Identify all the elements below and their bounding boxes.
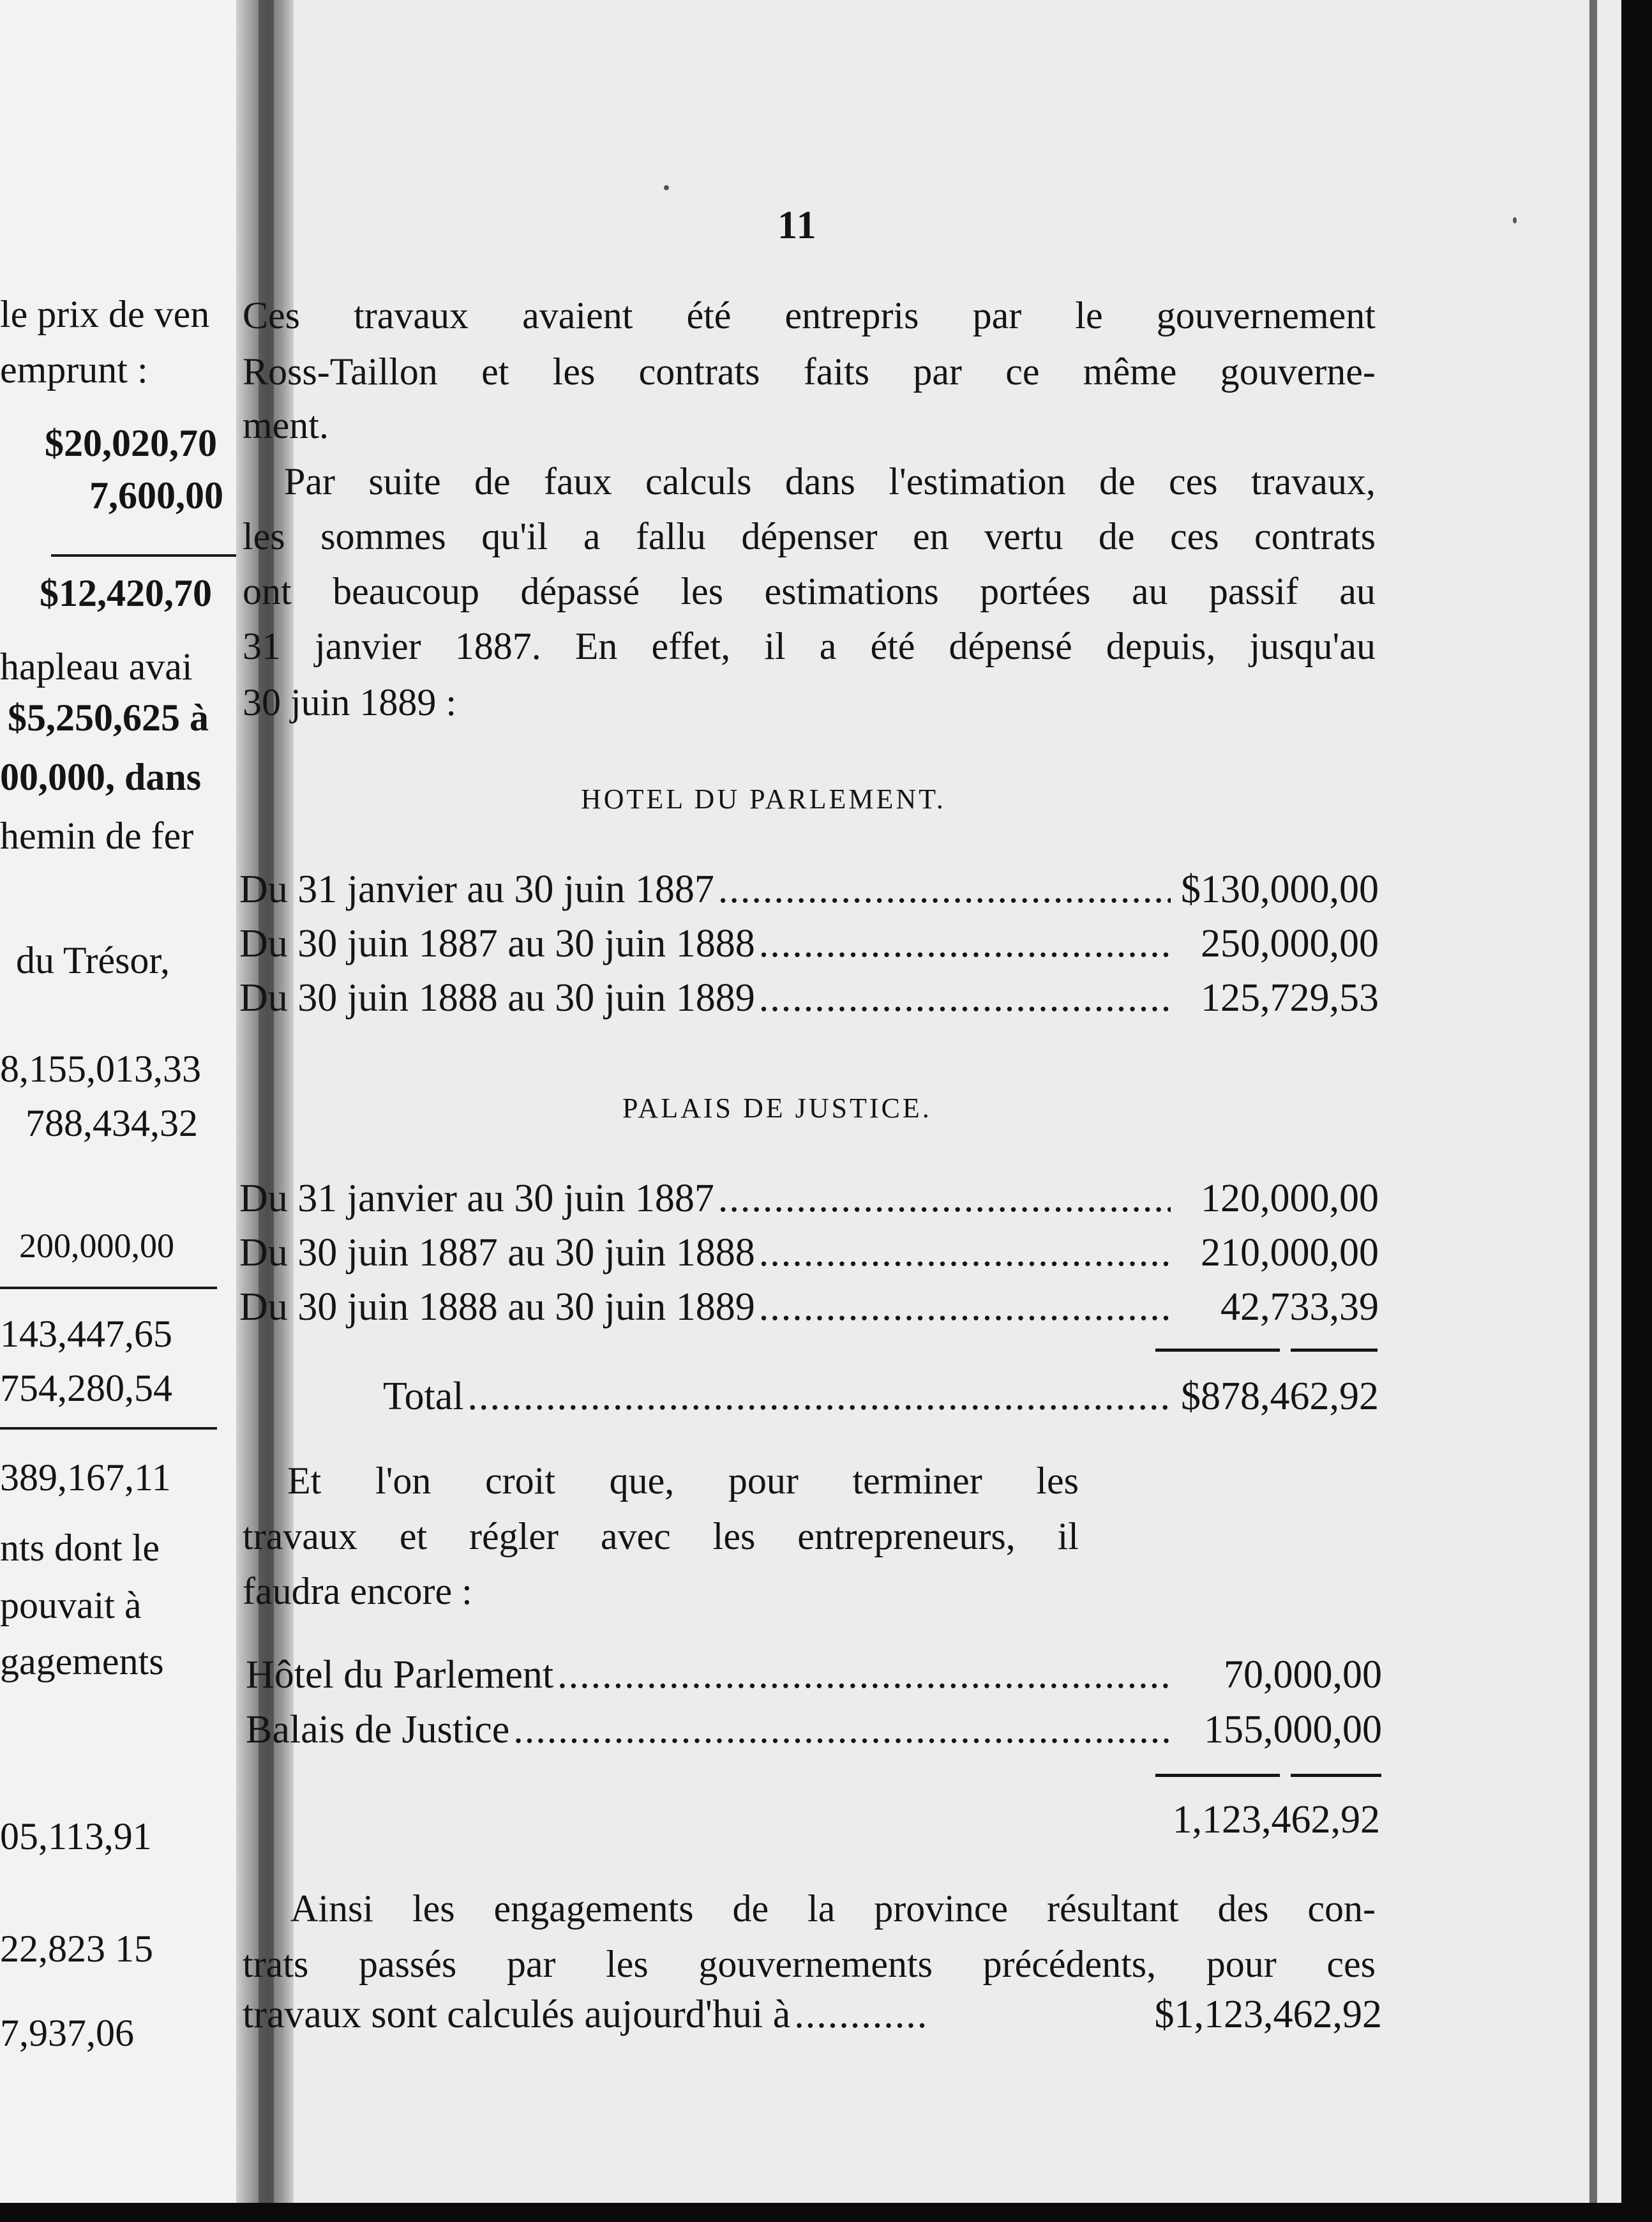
row-label: Du 30 juin 1887 au 30 juin 1888 (239, 922, 755, 965)
word: 31 (243, 625, 281, 667)
left-page-rule (0, 1287, 217, 1289)
ledger-row (246, 1652, 1382, 1702)
word: régler (469, 1515, 559, 1557)
paragraph-line (243, 624, 1376, 669)
leader-dots (513, 1707, 1174, 1753)
total-label: Total (383, 1375, 464, 1418)
word: contrats (638, 351, 760, 393)
ledger-row (239, 867, 1379, 917)
left-page-line: 788,434,32 (26, 1102, 198, 1144)
word: a (583, 515, 601, 557)
word: faits (803, 351, 870, 393)
paragraph-line (243, 1942, 1376, 1986)
sum-rule (1291, 1774, 1381, 1777)
left-page-line: 754,280,54 (0, 1367, 172, 1409)
row-amount: 125,729,53 (1201, 976, 1379, 1020)
word: ces (1326, 1943, 1376, 1985)
word: les (1036, 1460, 1079, 1502)
word: jusqu'au (1249, 625, 1376, 667)
word: il (764, 625, 786, 667)
word: par (913, 351, 962, 393)
left-page-line: 389,167,11 (0, 1456, 171, 1499)
scan-speck (1513, 217, 1517, 223)
word: gouverne- (1220, 351, 1376, 393)
word: estimations (764, 570, 939, 612)
ledger-row (239, 1230, 1379, 1280)
conclusion-label: travaux sont calculés aujourd'hui à (243, 1993, 791, 2036)
word: calculs (645, 460, 752, 503)
ledger-row (239, 921, 1379, 971)
word: au (1131, 570, 1168, 612)
paragraph-line (243, 1515, 1079, 1559)
word: faux (543, 460, 612, 503)
paragraph-line: ment. (243, 404, 329, 446)
word: que, (609, 1460, 675, 1502)
word: passif (1208, 570, 1298, 612)
ledger-row (239, 1285, 1379, 1334)
word: en (913, 515, 949, 557)
word: été (686, 294, 732, 336)
word: ces (1169, 515, 1219, 557)
word: Et (287, 1460, 322, 1502)
row-label: Du 30 juin 1888 au 30 juin 1889 (239, 1285, 755, 1329)
row-label: Hôtel du Parlement (246, 1653, 554, 1697)
leader-dots (718, 867, 1171, 912)
left-page-line: 05,113,91 (0, 1815, 152, 1857)
paragraph-line (290, 1887, 1376, 1931)
left-page-line: $5,250,625 à (8, 697, 209, 739)
row-amount: 155,000,00 (1204, 1708, 1382, 1751)
word: entrepris (785, 294, 919, 336)
word: travaux (354, 294, 469, 336)
word: au (1339, 570, 1376, 612)
left-page-line: emprunt : (0, 349, 148, 391)
word: ce (1005, 351, 1040, 393)
section-heading: HOTEL DU PARLEMENT. (581, 783, 946, 815)
word: gouvernement (1156, 294, 1376, 336)
word: portées (980, 570, 1091, 612)
word: ces (1169, 460, 1218, 503)
row-amount: 210,000,00 (1201, 1231, 1379, 1274)
left-page-line: gagements (0, 1640, 164, 1682)
word: avaient (522, 294, 633, 336)
word: et (481, 351, 509, 393)
row-label: Du 31 janvier au 30 juin 1887 (239, 1177, 714, 1220)
word: croit (485, 1460, 555, 1502)
word: même (1083, 351, 1177, 393)
left-page-line: 00,000, dans (0, 756, 202, 798)
ledger-row (239, 1176, 1379, 1226)
word: 1887. (454, 625, 541, 667)
paragraph-line (243, 350, 1376, 394)
leader-dots (759, 921, 1171, 967)
word: contrats (1254, 515, 1376, 557)
ledger-row (246, 1707, 1382, 1757)
word: travaux (243, 1515, 357, 1557)
paragraph-line: faudra encore : (243, 1570, 472, 1612)
left-page-line: du Trésor, (16, 939, 170, 981)
left-page-line: 22,823 15 (0, 1928, 153, 1970)
word: précédents, (982, 1943, 1157, 1985)
sum-rule (1291, 1349, 1378, 1352)
leader-dots (759, 1230, 1171, 1276)
word: les (680, 570, 724, 612)
word: l'on (375, 1460, 432, 1502)
leader-dots (759, 976, 1171, 1021)
word: le (1075, 294, 1103, 336)
paragraph-line (243, 515, 1376, 559)
left-page-rule (0, 1427, 217, 1430)
left-page-line: hapleau avai (0, 646, 193, 688)
word: les (552, 351, 596, 393)
left-page-line: 200,000,00 (19, 1227, 174, 1265)
conclusion-row (243, 1992, 1382, 2042)
word: vertu (984, 515, 1063, 557)
row-label: Du 30 juin 1888 au 30 juin 1889 (239, 976, 755, 1020)
page-edge (1589, 0, 1597, 2203)
word: travaux, (1250, 460, 1376, 503)
word: il (1057, 1515, 1079, 1557)
word: pour (1206, 1943, 1277, 1985)
scan-speck (664, 185, 669, 190)
left-page-line: $20,020,70 (45, 422, 217, 464)
left-page-line: 143,447,65 (0, 1313, 172, 1355)
word: sommes (320, 515, 446, 557)
word: Ross-Taillon (243, 351, 438, 393)
word: résultant (1047, 1887, 1179, 1930)
paragraph-line (284, 460, 1376, 504)
word: trats (243, 1943, 309, 1985)
leader-dots (718, 1176, 1171, 1221)
row-amount: 250,000,00 (1201, 922, 1379, 965)
word: pour (728, 1460, 799, 1502)
word: depuis, (1106, 625, 1216, 667)
word: janvier (315, 625, 421, 667)
word: province (874, 1887, 1009, 1930)
ledger-row (239, 976, 1379, 1025)
word: été (870, 625, 915, 667)
word: Ces (243, 294, 300, 336)
page-number: 11 (777, 204, 818, 247)
leader-dots (794, 1992, 928, 2037)
word: l'estimation (889, 460, 1066, 503)
total-row (383, 1374, 1379, 1424)
left-page-line: nts dont le (0, 1527, 160, 1569)
grand-total-amount: 1,123,462,92 (1172, 1798, 1380, 1841)
row-amount: 70,000,00 (1224, 1653, 1382, 1697)
left-page-line: $12,420,70 (40, 572, 212, 614)
word: les (712, 1515, 756, 1557)
word: les (606, 1943, 649, 1985)
left-page-line: 7,937,06 (0, 2012, 134, 2054)
word: Ainsi (290, 1887, 374, 1930)
word: les (412, 1887, 455, 1930)
left-page-rule (51, 554, 243, 557)
word: de (732, 1887, 769, 1930)
word: Par (284, 460, 335, 503)
row-amount: 120,000,00 (1201, 1177, 1379, 1220)
facing-page-fragment (0, 0, 265, 2203)
word: terminer (852, 1460, 982, 1502)
left-page-line: 8,155,013,33 (0, 1048, 201, 1090)
left-page-line: le prix de ven (0, 293, 210, 335)
word: En (574, 625, 618, 667)
left-page-line: 7,600,00 (89, 474, 223, 517)
word: qu'il (481, 515, 548, 557)
word: des (1217, 1887, 1269, 1930)
sum-rule (1155, 1349, 1280, 1352)
word: engagements (493, 1887, 694, 1930)
word: a (819, 625, 837, 667)
row-label: Balais de Justice (246, 1708, 510, 1751)
word: avec (600, 1515, 671, 1557)
word: dépenser (741, 515, 878, 557)
word: fallu (635, 515, 706, 557)
paragraph-line: 30 juin 1889 : (243, 681, 457, 723)
row-amount: 42,733,39 (1220, 1285, 1379, 1329)
word: suite (368, 460, 441, 503)
word: dans (785, 460, 855, 503)
word: par (972, 294, 1022, 336)
row-label: Du 30 juin 1887 au 30 juin 1888 (239, 1231, 755, 1274)
word: entrepreneurs, (797, 1515, 1016, 1557)
word: et (399, 1515, 428, 1557)
word: beaucoup (333, 570, 479, 612)
left-page-line: pouvait à (0, 1584, 142, 1626)
row-amount: $130,000,00 (1181, 868, 1379, 911)
paragraph-line (243, 294, 1376, 338)
total-amount: $878,462,92 (1181, 1375, 1379, 1418)
word: dépensé (949, 625, 1072, 667)
word: passés (358, 1943, 457, 1985)
word: la (807, 1887, 836, 1930)
word: de (1098, 515, 1135, 557)
paragraph-line (287, 1459, 1079, 1503)
word: de (474, 460, 511, 503)
sum-rule (1155, 1774, 1280, 1777)
leader-dots (759, 1285, 1171, 1330)
paragraph-line (243, 570, 1376, 614)
section-heading: PALAIS DE JUSTICE. (622, 1092, 932, 1124)
word: gouvernements (698, 1943, 933, 1985)
left-page-line: hemin de fer (0, 815, 194, 857)
word: de (1099, 460, 1136, 503)
row-label: Du 31 janvier au 30 juin 1887 (239, 868, 714, 911)
word: les (243, 515, 285, 557)
word: dépassé (520, 570, 640, 612)
word: effet, (651, 625, 731, 667)
leader-dots (557, 1652, 1174, 1698)
leader-dots (468, 1374, 1171, 1419)
word: ont (243, 570, 292, 612)
word: par (506, 1943, 556, 1985)
word: con- (1307, 1887, 1376, 1930)
conclusion-amount: $1,123,462,92 (1154, 1993, 1382, 2036)
